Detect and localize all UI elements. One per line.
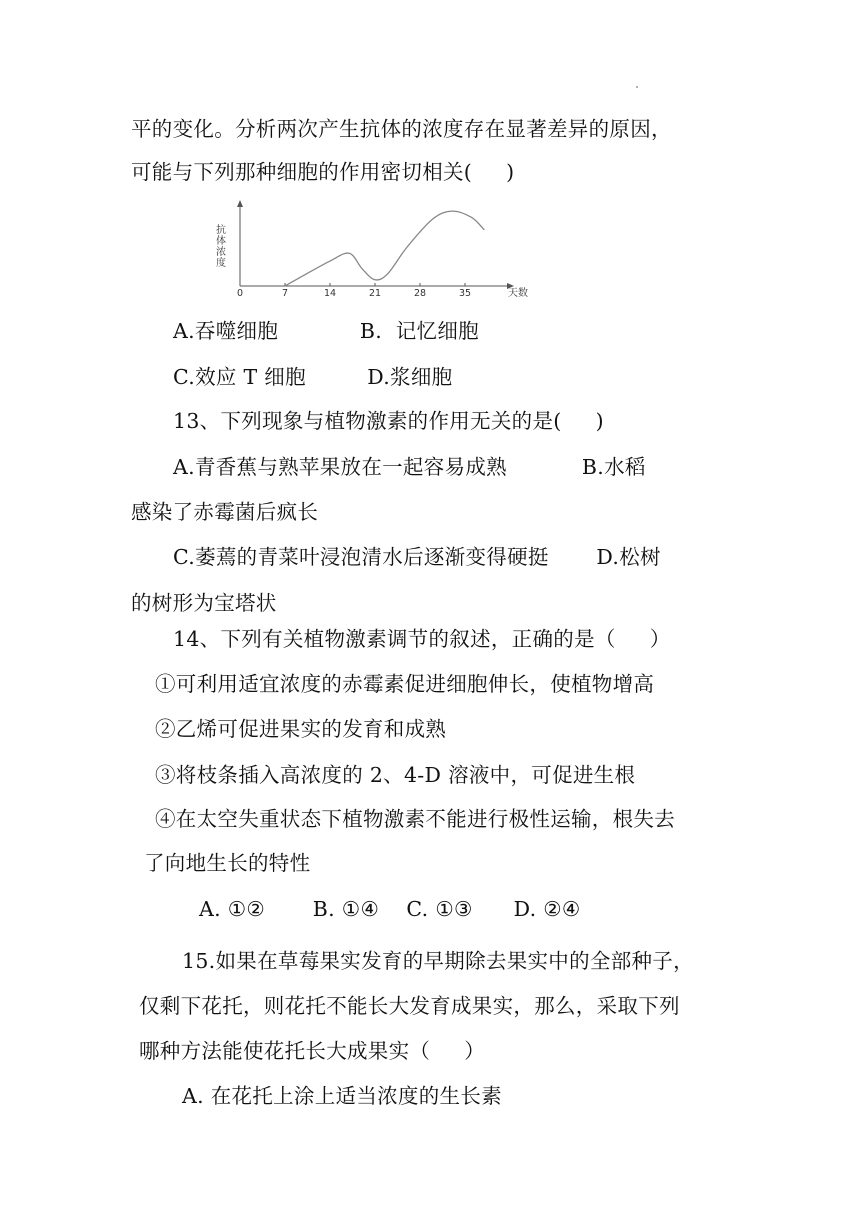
q12-options-ab: A.吞噬细胞 B. 记忆细胞 [173,319,479,343]
speck-dot [636,86,638,88]
q13-stem: 13、下列现象与植物激素的作用无关的是( ) [173,409,604,433]
chart-x-tick-label: 0 [236,288,244,299]
q14-item-3: ③将枝条插入高浓度的 2、4-D 溶液中，可促进生根 [155,763,636,787]
chart-x-tick-label: 35 [458,288,472,299]
chart-ylabel-char-1: 抗 [216,225,226,236]
q12-options-cd: C.效应 T 细胞 D.浆细胞 [173,365,453,389]
chart-ylabel-char-3: 浓 [216,247,226,258]
q12-text-line-2: 可能与下列那种细胞的作用密切相关( ) [131,160,515,184]
chart-x-tick-label: 21 [368,288,382,299]
chart-y-arrow [237,200,243,207]
q13-options-cd-2: 的树形为宝塔状 [131,591,277,615]
q14-item-4-line-2: 了向地生长的特性 [144,851,311,875]
q13-options-cd-1: C.萎蔫的青菜叶浸泡清水后逐渐变得硬挺 D.松树 [173,545,661,569]
q13-options-ab-2: 感染了赤霉菌后疯长 [131,500,319,524]
q12-text-line-1: 平的变化。分析两次产生抗体的浓度存在显著差异的原因， [131,117,672,141]
q14-stem: 14、下列有关植物激素调节的叙述，正确的是（ ） [173,627,671,651]
chart-ylabel-char-2: 体 [216,236,226,247]
chart-ylabel-char-4: 度 [216,258,226,269]
q15-stem-line-2: 仅剩下花托，则花托不能长大发育成果实，那么，采取下列 [139,994,680,1018]
antibody-curve [285,211,484,286]
chart-x-tick-label: 28 [413,288,427,299]
q15-stem-line-3: 哪种方法能使花托长大成果实（ ） [139,1039,486,1063]
q14-options: A. ①② B. ①④ C. ①③ D. ②④ [199,897,581,921]
chart-xlabel: 天数 [508,288,528,299]
q15-stem-line-1: 15.如果在草莓果实发育的早期除去果实中的全部种子， [182,949,694,973]
chart-x-tick-label: 14 [323,288,337,299]
q14-item-2: ②乙烯可促进果实的发育和成熟 [155,717,447,741]
chart-ylabel [216,223,226,269]
q15-option-a: A. 在花托上涂上适当浓度的生长素 [182,1084,502,1108]
q14-item-1: ①可利用适宜浓度的赤霉素促进细胞伸长，使植物增高 [155,672,655,696]
q14-item-4-line-1: ④在太空失重状态下植物激素不能进行极性运输，根失去 [155,807,675,831]
chart-x-tick-label: 7 [281,288,289,299]
q13-options-ab-1: A.青香蕉与熟苹果放在一起容易成熟 B.水稻 [173,455,646,479]
antibody-chart [208,198,548,308]
